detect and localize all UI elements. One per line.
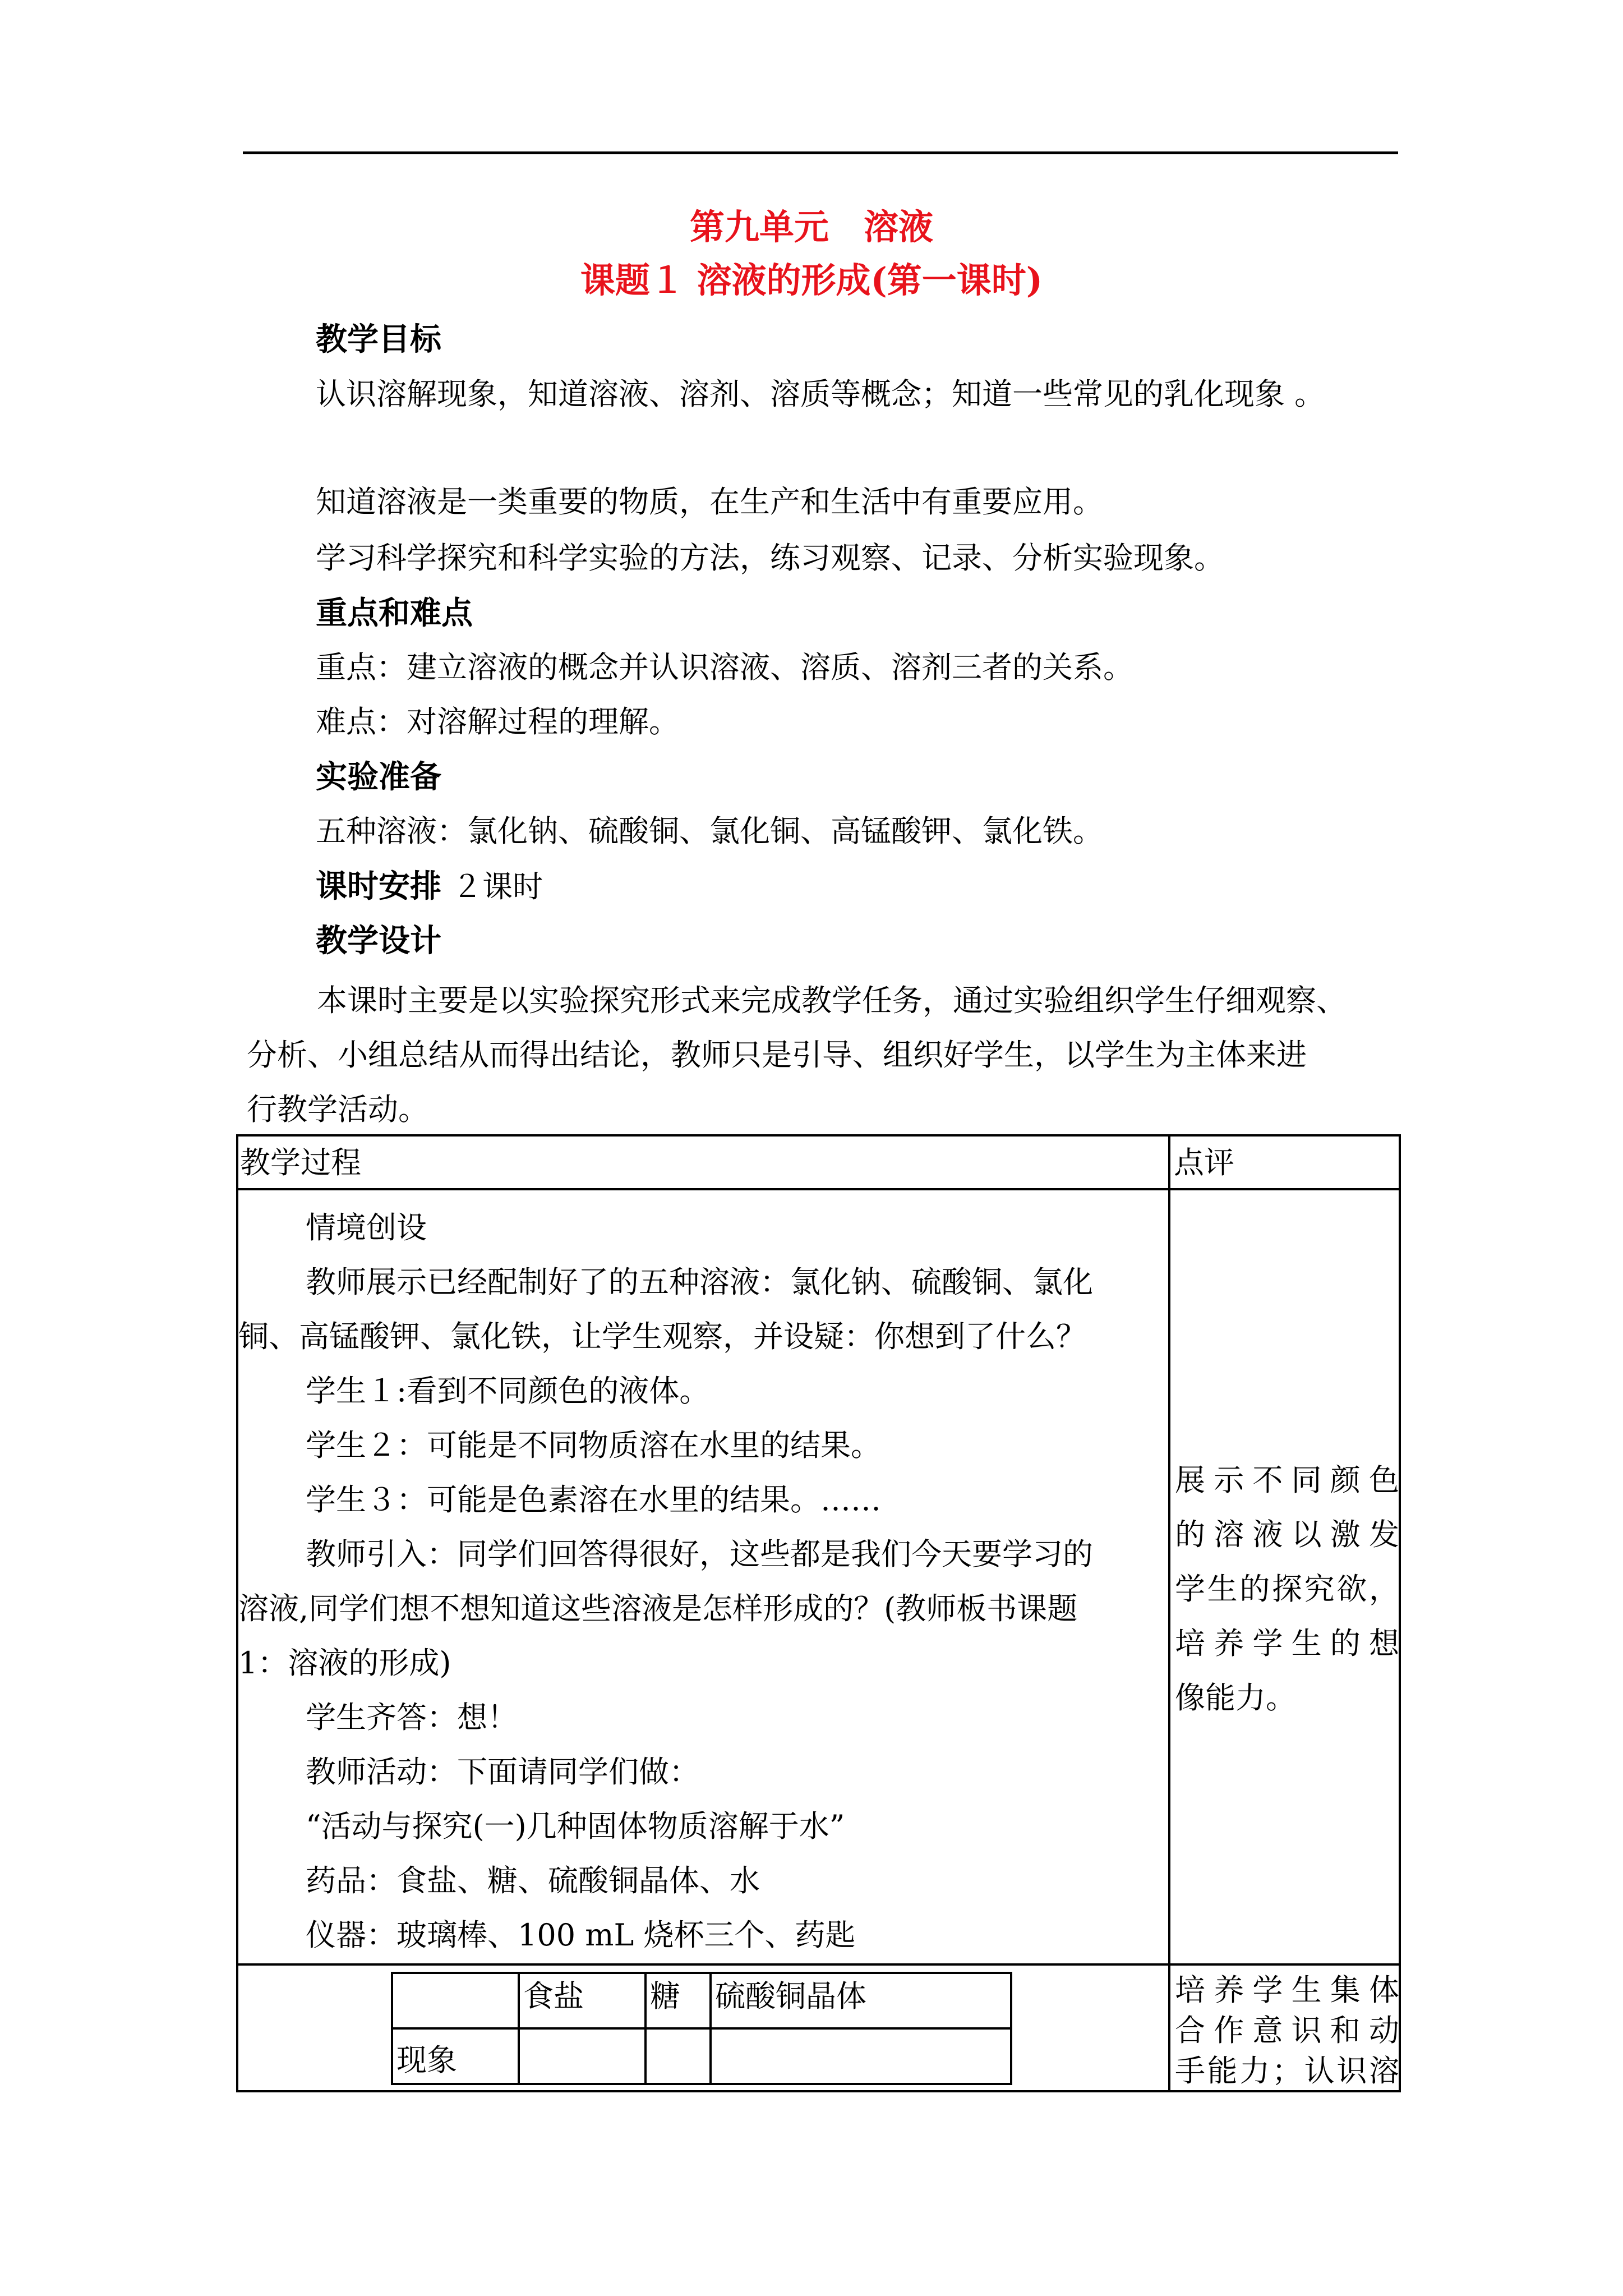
table-cell bbox=[711, 2028, 1011, 2084]
header-rule bbox=[243, 151, 1398, 154]
table-row bbox=[392, 2028, 1011, 2084]
comment-line: 培养学生的想 bbox=[1175, 1626, 1399, 1661]
table-cell: 糖 bbox=[645, 1973, 711, 2028]
process-line: “活动与探究(一)几种固体物质溶解于水” bbox=[306, 1809, 845, 1844]
difficulty: 难点：对溶解过程的理解。 bbox=[316, 704, 679, 739]
table-row-divider bbox=[236, 1963, 1401, 1966]
table-header-divider bbox=[236, 1188, 1401, 1190]
process-line: 教师引入：同学们回答得很好，这些都是我们今天要学习的 bbox=[306, 1536, 1093, 1572]
col-comment-header: 点评 bbox=[1174, 1145, 1234, 1180]
comment-line: 培养学生集体 bbox=[1175, 1972, 1399, 2008]
process-line: 仪器：玻璃棒、100 mL 烧杯三个、药匙 bbox=[306, 1917, 856, 1953]
goal-3: 学习科学探究和科学实验的方法，练习观察、记录、分析实验现象。 bbox=[316, 540, 1224, 576]
schedule-value: ２课时 bbox=[452, 869, 543, 904]
table-cell: 现象 bbox=[392, 2028, 519, 2084]
prep-heading: 实验准备 bbox=[316, 758, 441, 795]
prep-text: 五种溶液：氯化钠、硫酸铜、氯化铜、高锰酸钾、氯化铁。 bbox=[316, 813, 1103, 849]
comment-1 bbox=[1175, 1453, 1399, 1725]
goal-2: 知道溶液是一类重要的物质，在生产和生活中有重要应用。 bbox=[316, 484, 1103, 519]
process-line: 情境创设 bbox=[306, 1210, 427, 1245]
schedule-heading: 课时安排 bbox=[316, 868, 441, 905]
process-line: 1：溶液的形成) bbox=[238, 1645, 451, 1681]
table-cell bbox=[392, 1973, 519, 2028]
process-line: 学生齐答：想！ bbox=[306, 1700, 518, 1735]
comment-line: 像能力。 bbox=[1175, 1680, 1296, 1715]
process-line: 学生１:看到不同颜色的液体。 bbox=[306, 1373, 710, 1409]
observation-table bbox=[391, 1972, 1012, 2085]
table-column-divider bbox=[1168, 1134, 1170, 2092]
table-cell bbox=[645, 2028, 711, 2084]
table-row bbox=[392, 1973, 1011, 2028]
process-content bbox=[238, 1200, 1164, 1962]
process-line: 学生３：可能是色素溶在水里的结果。…… bbox=[306, 1482, 881, 1517]
comment-line: 手能力；认识溶 bbox=[1175, 2053, 1399, 2088]
goals-heading: 教学目标 bbox=[316, 321, 441, 358]
design-paragraph bbox=[247, 973, 1402, 1137]
comment-2 bbox=[1175, 1970, 1399, 2091]
comment-line: 的溶液以激发 bbox=[1175, 1517, 1399, 1552]
design-text-3: 行教学活动。 bbox=[247, 1092, 428, 1127]
process-line: 溶液,同学们想不想知道这些溶液是怎样形成的？(教师板书课题 bbox=[238, 1591, 1078, 1626]
process-line: 药品：食盐、糖、硫酸铜晶体、水 bbox=[306, 1863, 760, 1898]
comment-line: 展示不同颜色 bbox=[1175, 1462, 1399, 1498]
process-line: 教师活动：下面请同学们做： bbox=[306, 1754, 699, 1789]
table-cell: 硫酸铜晶体 bbox=[711, 1973, 1011, 2028]
key-point: 重点：建立溶液的概念并认识溶液、溶质、溶剂三者的关系。 bbox=[316, 650, 1133, 685]
design-text-1: 本课时主要是以实验探究形式来完成教学任务，通过实验组织学生仔细观察、 bbox=[317, 983, 1347, 1018]
process-line: 铜、高锰酸钾、氯化铁，让学生观察，并设疑：你想到了什么？ bbox=[238, 1319, 1086, 1354]
design-heading: 教学设计 bbox=[316, 922, 441, 959]
design-text-2: 分析、小组总结从而得出结论，教师只是引导、组织好学生，以学生为主体来进 bbox=[247, 1037, 1307, 1073]
goal-1: 认识溶解现象，知道溶液、溶剂、溶质等概念；知道一些常见的乳化现象 。 bbox=[316, 376, 1325, 412]
table-cell: 食盐 bbox=[519, 1973, 645, 2028]
comment-line: 合作意识和动 bbox=[1175, 2013, 1399, 2048]
unit-title: 第九单元 溶液 bbox=[689, 206, 933, 247]
key-heading: 重点和难点 bbox=[316, 595, 473, 632]
process-line: 教师展示已经配制好了的五种溶液：氯化钠、硫酸铜、氯化 bbox=[306, 1264, 1093, 1300]
table-cell bbox=[519, 2028, 645, 2084]
schedule-line bbox=[316, 867, 543, 907]
lesson-title: 课题１ 溶液的形成(第一课时) bbox=[580, 260, 1043, 301]
col-process-header: 教学过程 bbox=[240, 1145, 361, 1180]
process-line: 学生２：可能是不同物质溶在水里的结果。 bbox=[306, 1428, 881, 1463]
comment-line: 学生的探究欲， bbox=[1175, 1571, 1399, 1607]
